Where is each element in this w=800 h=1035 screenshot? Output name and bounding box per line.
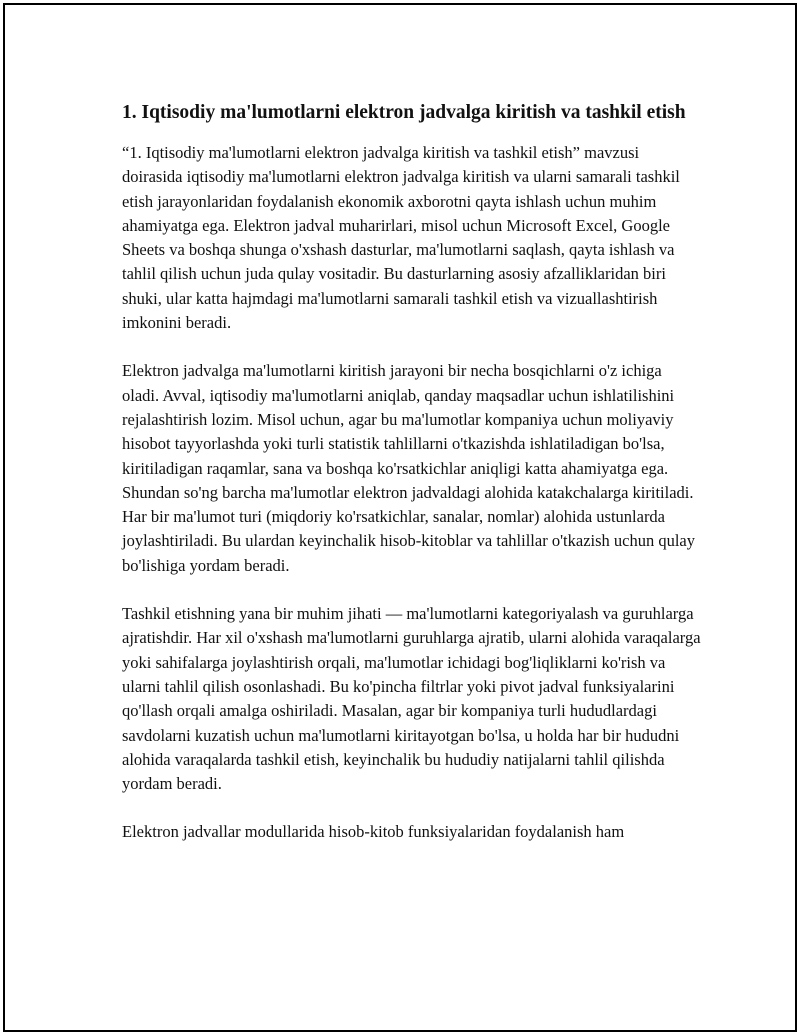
- document-body: [122, 99, 702, 869]
- page-frame: [3, 3, 797, 1032]
- paragraph-organization: Tashkil etishning yana bir muhim jihati — ma'lumotlarni kategoriyalash va guruhlarga ajratishdir. Har xil o'xshash ma'lumotlarni guruhlarga ajratib, ularni alohida varaqalarga yoki sahifalarga joylashtirish orqali, ma'lumotlar ichidagi bog'liqliklarni ko'rish va ularni tahlil qilish osonlashadi. Bu ko'pincha filtrlar yoki pivot jadval funksiyalarini qo'llash orqali amalga oshiriladi. Masalan, agar bir kompaniya turli hududlardagi savdolarni kuzatish uchun ma'lumotlarni kiritayotgan bo'lsa, u holda har bir hududni alohida varaqalarda tashkil etish, keyinchalik bu hududiy natijalarni tahlil qilishda yordam beradi.: [122, 604, 701, 794]
- section-heading: 1. Iqtisodiy ma'lumotlarni elektron jadvalga kiritish va tashkil etish: [122, 102, 686, 123]
- paragraph-intro: “1. Iqtisodiy ma'lumotlarni elektron jadvalga kiritish va tashkil etish” mavzusi doirasida iqtisodiy ma'lumotlarni elektron jadvalga kiritish va ularni samarali tashkil etish jarayonlaridan foydalanish ekonomik axborotni qayta ishlash uchun muhim ahamiyatga ega. Elektron jadval muharirlari, misol uchun Microsoft Excel, Google Sheets va boshqa shunga o'xshash dasturlar, ma'lumotlarni saqlash, qayta ishlash va tahlil qilish uchun juda qulay vositadir. Bu dasturlarning asosiy afzalliklaridan biri shuki, ular katta hajmdagi ma'lumotlarni samarali tashkil etish va vizuallashtirish imkonini beradi.: [122, 143, 680, 333]
- paragraph-data-entry: Elektron jadvalga ma'lumotlarni kiritish jarayoni bir necha bosqichlarni o'z ichiga oladi. Avval, iqtisodiy ma'lumotlarni aniqlab, qanday maqsadlar uchun ishlatilishini rejalashtirish lozim. Misol uchun, agar bu ma'lumotlar kompaniya uchun moliyaviy hisobot tayyorlashda yoki turli statistik tahlillarni o'tkazishda ishlatiladigan bo'lsa, kiritiladigan raqamlar, sana va boshqa ko'rsatkichlar aniqligi katta ahamiyatga ega. Shundan so'ng barcha ma'lumotlar elektron jadvaldagi alohida katakchalarga kiritiladi. Har bir ma'lumot turi (miqdoriy ko'rsatkichlar, sanalar, nomlar) alohida ustunlarda joylashtiriladi. Bu ulardan keyinchalik hisob-kitoblar va tahlillar o'tkazish uchun qulay bo'lishiga yordam beradi.: [122, 361, 696, 575]
- paragraph-functions: Elektron jadvallar modullarida hisob-kitob funksiyalaridan foydalanish ham: [122, 822, 625, 842]
